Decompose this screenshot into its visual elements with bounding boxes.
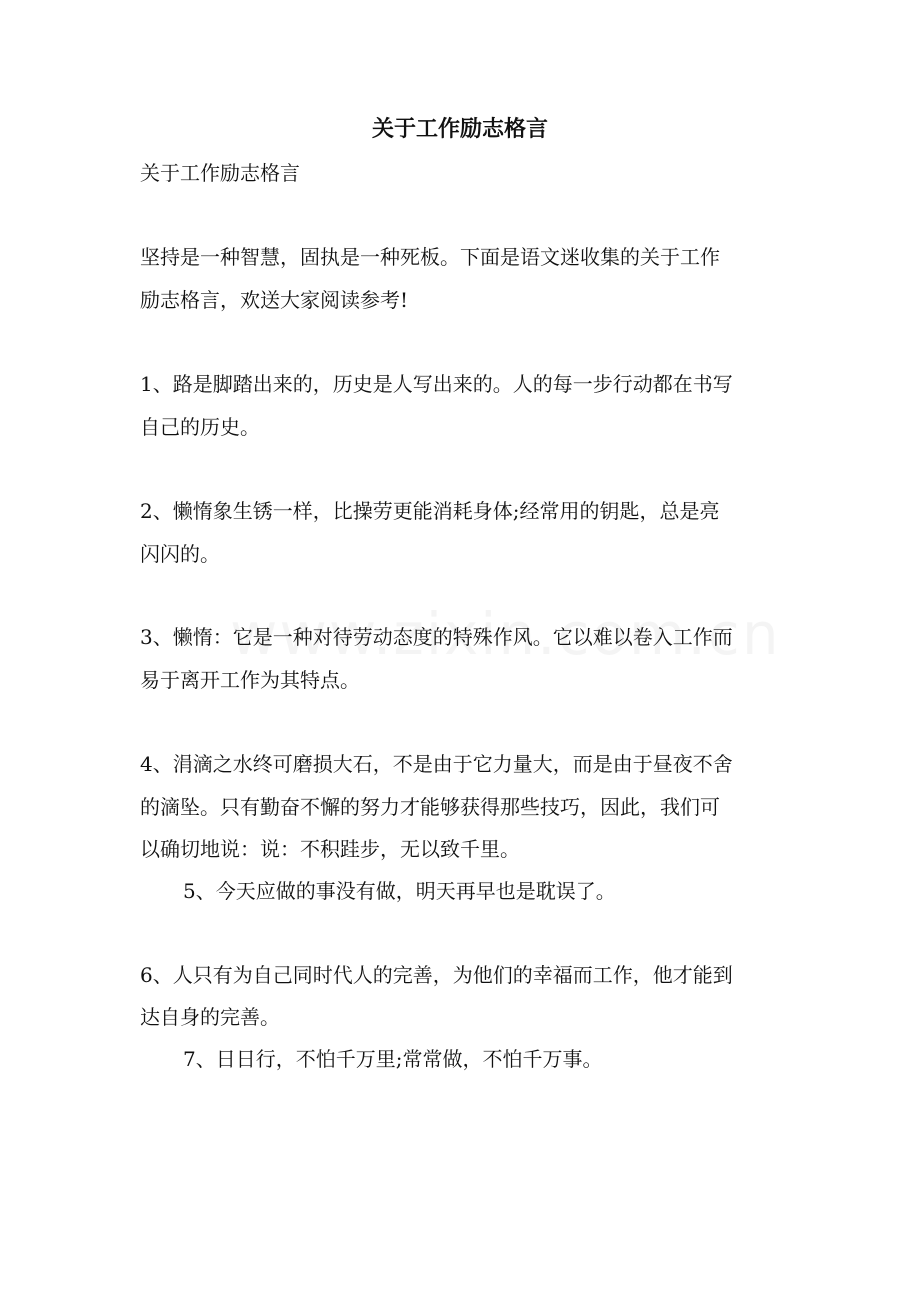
intro-line-2: 励志格言，欢送大家阅读参考! (140, 288, 409, 312)
quote-5-line-1: 5、今天应做的事没有做，明天再早也是耽误了。 (183, 879, 616, 903)
quote-6-line-1: 6、人只有为自己同时代人的完善，为他们的幸福而工作，他才能到 (140, 963, 733, 987)
intro-line-1: 坚持是一种智慧，固执是一种死板。下面是语文迷收集的关于工作 (140, 245, 720, 269)
quote-7-line-1: 7、日日行，不怕千万里;常常做，不怕千万事。 (183, 1047, 603, 1071)
quote-4-line-3: 以确切地说：说：不积跬步，无以致千里。 (140, 837, 520, 861)
quote-1-line-1: 1、路是脚踏出来的，历史是人写出来的。人的每一步行动都在书写 (140, 372, 733, 396)
quote-2-line-1: 2、懒惰象生锈一样，比操劳更能消耗身体;经常用的钥匙，总是亮 (140, 499, 720, 523)
quote-4-line-1: 4、涓滴之水终可磨损大石，不是由于它力量大，而是由于昼夜不舍 (140, 752, 733, 776)
quote-4-line-2: 的滴坠。只有勤奋不懈的努力才能够获得那些技巧，因此，我们可 (140, 795, 720, 819)
quote-6-line-2: 达自身的完善。 (140, 1005, 280, 1029)
quote-3-line-2: 易于离开工作为其特点。 (140, 668, 360, 692)
quote-1-line-2: 自己的历史。 (140, 415, 260, 439)
document-title: 关于工作励志格言 (371, 116, 548, 142)
document-subtitle: 关于工作励志格言 (140, 161, 300, 185)
quote-2-line-2: 闪闪的。 (140, 542, 220, 566)
quote-3-line-1: 3、懒惰：它是一种对待劳动态度的特殊作风。它以难以卷入工作而 (140, 625, 733, 649)
